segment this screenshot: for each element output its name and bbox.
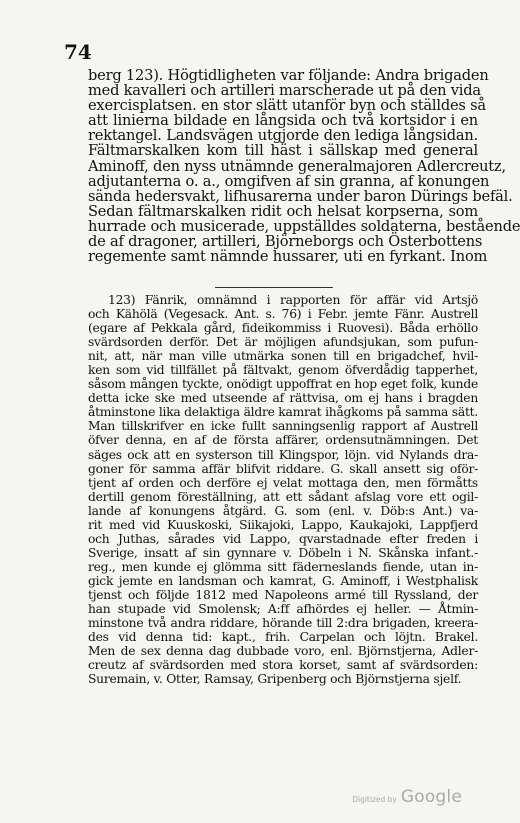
main-text-line: rektangel. Landsvägen utgjorde den lediga långsidan. [88,127,478,145]
footnote-divider [215,287,333,288]
main-text-line: att linierna bildade en långsida och två kortsidor i en [88,112,478,130]
footnote-line: des vid denna tid: kapt., frih. Carpelan och löjtn. Brakel. [88,630,478,645]
main-text-line: hurrade och musicerade, uppställdes soldaterna, bestående [88,217,520,235]
footnote-line: ken som vid tillfället på fältvakt, genom öfverdådig tapperhet, [88,363,478,378]
page-number: 74 [64,40,92,64]
footnote-line: och Juthas, sårades vid Lappo, qvarstadnade efter freden i [88,531,478,546]
main-text-line: med kavalleri och artilleri marscherade ut på den vida [88,82,481,100]
footnote-line: reg., men kunde ej glömma sitt fäderneslands fiende, utan in- [88,559,478,574]
footnote-line: gick jemte en landsman och kamrat, G. Aminoff, i Westphalisk [88,573,478,588]
footnote-line: Man tillskrifver en icke fullt sanningsenlig rapport af Austrell [88,419,478,434]
main-text-line: regemente samt nämnde hussarer, uti en fyrkant. Inom [88,248,488,266]
main-text-line: berg 123). Högtidligheten var följande: Andra brigaden [88,67,489,84]
footnote-line: tjenst och följde 1812 med Napoleons armé till Ryssland, der [88,587,478,602]
main-text-line: Aminoff, den nyss utnämnde generalmajoren Adlercreutz, [88,157,506,175]
footnote-line: säges ock att en systerson till Klingspor, löjn. vid Nylands dra- [88,447,478,462]
footnote-line: tjent af orden och derföre ej velat mottaga den, men förmåtts [88,475,478,490]
digitization-watermark [352,787,462,807]
footnote-line: 123) Fänrik, omnämnd i rapporten för affär vid Artsjö [108,293,478,307]
main-text-line: Fältmarskalken kom till häst i sällskap med general [88,142,478,160]
footnote-line: svärdsorden derför. Det är möjligen afundsjukan, som pufun- [88,335,478,350]
footnote-line: Sverige, insatt af sin gynnare v. Döbeln i N. Skånska infant.- [88,545,478,560]
footnote-line: detta icke ske med utseende af rättvisa, om ej hans i bragden [88,391,478,406]
footnote-line: Suremain, v. Otter, Ramsay, Gripenberg och Björnstjerna sjelf. [88,672,462,687]
watermark-prefix: Digitized by [352,795,397,804]
footnote-line: creutz af svärdsorden med stora korset, samt af svärdsorden: [88,658,478,673]
footnote-line: och Kähölä (Vegesack. Ant. s. 76) i Febr. jemte Fänr. Austrell [88,307,478,322]
footnote-line: rit med vid Kuuskoski, Siikajoki, Lappo, Kaukajoki, Lappfjerd [88,517,478,532]
footnote-line: minstone två andra riddare, hörande till 2:dra brigaden, kreera- [88,616,478,631]
main-text-line: exercisplatsen. en stor slätt utanför byn och ställdes så [88,97,486,115]
footnote-line: goner för samma affär blifvit riddare. G. skall ansett sig oför- [88,461,478,476]
footnote-line: lande af konungens åtgärd. G. som (enl. v. Döb:s Ant.) va- [88,503,478,518]
footnote-line: nit, att, när man ville utmärka sonen till en brigadchef, hvil- [88,349,478,364]
footnote-line: åtminstone lika delaktiga äldre kamrat ihågkoms på samma sätt. [88,405,478,420]
footnote-line: dertill genom föreställning, att ett sådant afslag vore ett ogil- [88,489,478,504]
footnote-block [88,293,478,686]
footnote-line: (egare af Pekkala gård, fideikommiss i Ruovesi). Båda erhöllo [88,321,478,336]
main-text-line: sända hedersvakt, lifhusarerna under baron Dürings befäl. [88,187,513,205]
footnote-line: öfver denna, en af de första affärer, ordensutnämningen. Det [88,433,478,448]
main-text-block [88,67,520,266]
footnote-line: såsom mången tyckte, onödigt uppoffrat en hop eget folk, kunde [88,377,478,392]
main-text-line: de af dragoner, artilleri, Björneborgs och Österbottens [88,233,483,251]
main-text-line: Sedan fältmarskalken ridit och helsat korpserna, som [88,202,478,220]
main-text-line: adjutanterna o. a., omgifven af sin granna, af konungen [88,172,490,190]
footnote-line: han stupade vid Smolensk; A:ff afhördes ej heller. — Åtmin- [88,602,478,617]
google-logo: Google [400,787,462,807]
footnote-line: Men de sex denna dag dubbade voro, enl. Björnstjerna, Adler- [88,644,478,659]
